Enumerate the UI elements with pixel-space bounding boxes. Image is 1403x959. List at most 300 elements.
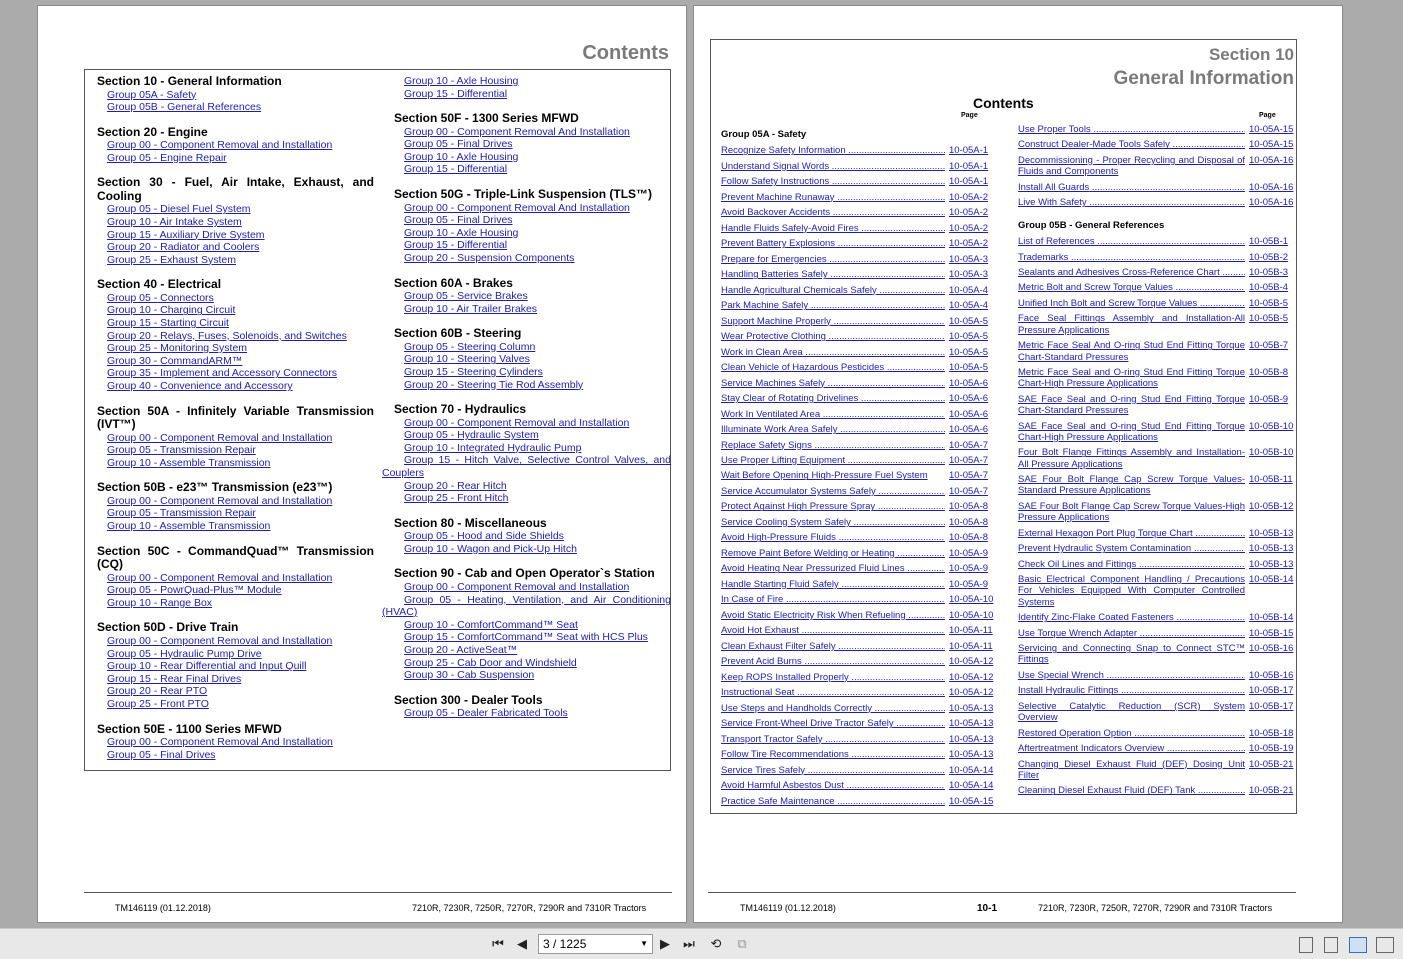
group-link[interactable]: Group 25 - Front PTO bbox=[107, 697, 209, 710]
toc-entry-page[interactable]: 10-05A-5 bbox=[949, 315, 989, 327]
toc-entry-page[interactable]: 10-05B-17 bbox=[1249, 700, 1294, 712]
toc-entry[interactable] bbox=[1018, 500, 1294, 524]
group-link[interactable]: Group 00 - Component Removal and Installation bbox=[107, 571, 333, 584]
toc-entry[interactable] bbox=[1018, 124, 1294, 135]
group-link[interactable]: Group 10 - Air Trailer Brakes bbox=[404, 302, 538, 315]
group-link[interactable]: Group 10 - Axle Housing bbox=[404, 226, 519, 239]
next-page-icon[interactable]: ▶ bbox=[660, 936, 670, 951]
group-link[interactable]: Group 10 - Range Box bbox=[107, 596, 213, 609]
toc-entry-title[interactable]: Selective Catalytic Reduction (SCR) System Overview bbox=[1018, 700, 1245, 724]
toc-entry-page[interactable]: 10-05B-16 bbox=[1249, 669, 1294, 681]
group-link[interactable]: Group 05B - General References bbox=[107, 101, 262, 114]
toc-entry-page[interactable]: 10-05A-1 bbox=[949, 145, 989, 157]
toc-entry[interactable] bbox=[721, 192, 991, 203]
group-link[interactable]: Group 15 - Hitch Valve, Selective Control Valves, and Couplers bbox=[382, 454, 671, 479]
toc-entry[interactable] bbox=[721, 671, 994, 683]
group-link[interactable]: Group 05 - Steering Column bbox=[404, 340, 536, 353]
toc-entry[interactable] bbox=[721, 269, 991, 280]
group-link[interactable]: Group 10 - Wagon and Pick-Up Hitch bbox=[404, 542, 577, 555]
group-link[interactable]: Group 20 - Relays, Fuses, Solenoids, and Switches bbox=[107, 329, 347, 342]
toc-entry[interactable] bbox=[721, 501, 991, 512]
toc-entry[interactable] bbox=[721, 145, 991, 156]
toc-entry-title[interactable]: Install Hydraulic Fittings ..... bbox=[1018, 685, 1245, 696]
toc-entry[interactable] bbox=[1018, 669, 1294, 681]
toc-entry-title[interactable]: Use Steps and Handholds Correctly ..... bbox=[721, 703, 945, 714]
group-link[interactable]: Group 10 - Axle Housing bbox=[404, 150, 519, 163]
toc-entry-page[interactable]: 10-05A-3 bbox=[949, 253, 989, 265]
toc-entry-title[interactable]: SAE Face Seal and O-ring Stud End Fitting Torque Chart-Standard Pressures bbox=[1018, 393, 1245, 417]
continuous-icon[interactable] bbox=[1324, 937, 1338, 953]
toc-entry-page[interactable]: 10-05A-7 bbox=[949, 439, 989, 451]
group-link[interactable]: Group 05 - Service Brakes bbox=[404, 290, 528, 303]
toc-entry-page[interactable]: 10-05B-18 bbox=[1249, 727, 1294, 739]
toc-entry-title[interactable]: Handle Starting Fluid Safely ..... bbox=[721, 579, 945, 590]
toc-entry-title[interactable]: Remove Paint Before Welding or Heating ..... bbox=[721, 548, 945, 559]
toc-entry-title[interactable]: Avoid Hot Exhaust ..... bbox=[721, 625, 945, 636]
toc-entry[interactable] bbox=[1018, 139, 1294, 151]
toc-entry-title[interactable]: Handle Agricultural Chemicals Safely ..... bbox=[721, 285, 945, 296]
toc-entry-page[interactable]: 10-05A-9 bbox=[949, 578, 989, 590]
toc-entry-page[interactable]: 10-05B-4 bbox=[1249, 282, 1289, 294]
group-link[interactable]: Group 20 - Radiator and Coolers bbox=[107, 241, 260, 254]
toc-entry-title[interactable]: Instructional Seat ..... bbox=[721, 687, 945, 698]
last-page-icon[interactable]: ⏭ bbox=[683, 936, 695, 951]
group-link[interactable]: Group 10 - ComfortCommand™ Seat bbox=[404, 618, 578, 631]
group-link[interactable]: Group 00 - Component Removal and Installation bbox=[107, 494, 333, 507]
toc-entry-page[interactable]: 10-05B-3 bbox=[1249, 266, 1289, 278]
toc-entry-title[interactable]: Stay Clear of Rotating Drivelines ..... bbox=[721, 393, 945, 404]
group-link[interactable]: Group 10 - Axle Housing bbox=[404, 75, 519, 87]
toc-entry[interactable] bbox=[721, 455, 991, 466]
toc-entry-title[interactable]: Handling Batteries Safely ..... bbox=[721, 269, 945, 280]
toc-entry-title[interactable]: List of References ..... bbox=[1018, 236, 1245, 247]
toc-entry-page[interactable]: 10-05A-2 bbox=[949, 191, 989, 203]
toc-entry-page[interactable]: 10-05B-1 bbox=[1249, 236, 1289, 248]
toc-entry-page[interactable]: 10-05A-5 bbox=[949, 362, 989, 374]
group-link[interactable]: Group 05 - Dealer Fabricated Tools bbox=[404, 707, 568, 720]
toc-entry[interactable] bbox=[721, 440, 991, 451]
toc-entry[interactable] bbox=[721, 702, 994, 714]
toc-entry[interactable] bbox=[721, 625, 991, 636]
toc-entry-page[interactable]: 10-05B-10 bbox=[1249, 420, 1294, 432]
toc-entry-page[interactable]: 10-05A-12 bbox=[949, 687, 994, 699]
prev-page-icon[interactable]: ◀ bbox=[517, 936, 527, 951]
toc-entry-title[interactable]: Practice Safe Maintenance ..... bbox=[721, 796, 945, 807]
toc-entry-page[interactable]: 10-05A-3 bbox=[949, 269, 989, 281]
group-link[interactable]: Group 10 - Rear Differential and Input Quill bbox=[107, 660, 307, 673]
toc-entry[interactable] bbox=[1018, 558, 1294, 570]
toc-entry[interactable] bbox=[721, 517, 991, 528]
toc-entry-title[interactable]: Work in Clean Area ..... bbox=[721, 347, 945, 358]
toc-entry-title[interactable]: Wear Protective Clothing ..... bbox=[721, 331, 945, 342]
group-link[interactable]: Group 05 - Final Drives bbox=[404, 138, 513, 151]
toc-entry[interactable] bbox=[721, 238, 991, 249]
group-link[interactable]: Group 05 - Heating, Ventilation, and Air Conditioning (HVAC) bbox=[382, 593, 671, 619]
toc-entry-page[interactable]: 10-05A-12 bbox=[949, 656, 994, 668]
toc-entry-title[interactable]: Transport Tractor Safely ..... bbox=[721, 734, 945, 745]
toc-entry-page[interactable]: 10-05B-16 bbox=[1249, 643, 1294, 655]
toc-entry-title[interactable]: Illuminate Work Area Safely ..... bbox=[721, 424, 945, 435]
group-link[interactable]: Group 15 - Differential bbox=[404, 239, 508, 252]
toc-entry[interactable] bbox=[721, 764, 994, 776]
toc-entry-title[interactable]: SAE Four Bolt Flange Cap Screw Torque Values-Standard Pressure Applications bbox=[1018, 474, 1245, 497]
group-link[interactable]: Group 25 - Monitoring System bbox=[107, 342, 248, 355]
toc-entry[interactable] bbox=[1018, 313, 1291, 336]
group-link[interactable]: Group 15 - Rear Final Drives bbox=[107, 672, 242, 685]
toc-entry-title[interactable]: Prevent Acid Burns ..... bbox=[721, 656, 945, 667]
toc-entry-page[interactable]: 10-05A-8 bbox=[949, 516, 989, 528]
toc-entry-title[interactable]: Use Special Wrench ..... bbox=[1018, 670, 1245, 681]
toc-entry-page[interactable]: 10-05A-8 bbox=[949, 501, 989, 513]
group-link[interactable]: Group 05 - Final Drives bbox=[404, 214, 513, 227]
toc-entry-title[interactable]: Metric Face Seal and O-ring Stud End Fitting Torque Chart-High Pressure Applications bbox=[1018, 367, 1245, 390]
toc-entry-page[interactable]: 10-05A-14 bbox=[949, 764, 994, 776]
toc-entry-page[interactable]: 10-05A-4 bbox=[949, 284, 989, 296]
toc-entry-page[interactable]: 10-05A-8 bbox=[949, 532, 989, 544]
toc-entry[interactable] bbox=[1018, 527, 1294, 539]
toc-entry[interactable] bbox=[1018, 758, 1294, 782]
toc-entry-page[interactable]: 10-05B-7 bbox=[1249, 340, 1289, 352]
group-link[interactable]: Group 25 - Exhaust System bbox=[107, 253, 236, 266]
toc-entry-title[interactable]: Park Machine Safely ..... bbox=[721, 300, 945, 311]
toc-entry-title[interactable]: Four Bolt Flange Fittings Assembly and Installation-All Pressure Applications bbox=[1018, 447, 1245, 470]
toc-entry-page[interactable]: 10-05A-15 bbox=[1249, 139, 1294, 151]
group-link[interactable]: Group 20 - Steering Tie Rod Assembly bbox=[404, 378, 584, 391]
toc-entry-title[interactable]: Construct Dealer-Made Tools Safely ..... bbox=[1018, 139, 1245, 150]
group-link[interactable]: Group 00 - Component Removal and Installation bbox=[404, 580, 630, 593]
toc-entry-page[interactable]: 10-05A-16 bbox=[1249, 154, 1294, 166]
toc-entry-page[interactable]: 10-05B-13 bbox=[1249, 558, 1294, 570]
toc-entry-title[interactable]: Protect Against High Pressure Spray ..... bbox=[721, 501, 945, 512]
toc-entry-page[interactable]: 10-05A-7 bbox=[949, 470, 989, 482]
toc-entry[interactable] bbox=[721, 393, 991, 404]
group-link[interactable]: Group 10 - Assemble Transmission bbox=[107, 520, 271, 533]
toc-entry[interactable] bbox=[1018, 267, 1291, 278]
toc-entry-title[interactable]: Support Machine Properly ..... bbox=[721, 316, 945, 327]
toc-entry-title[interactable]: Aftertreatment Indicators Overview ..... bbox=[1018, 743, 1245, 754]
toc-entry[interactable] bbox=[1018, 154, 1294, 178]
group-link[interactable]: Group 15 - Starting Circuit bbox=[107, 317, 229, 330]
toc-entry[interactable] bbox=[721, 563, 991, 574]
toc-entry-page[interactable]: 10-05A-10 bbox=[949, 594, 994, 606]
toc-entry-page[interactable]: 10-05B-13 bbox=[1249, 527, 1294, 539]
toc-entry-title[interactable]: Recognize Safety Information ..... bbox=[721, 145, 945, 156]
toc-entry[interactable] bbox=[721, 331, 991, 342]
toc-entry-title[interactable]: Identify Zinc-Flake Coated Fasteners ..... bbox=[1018, 612, 1245, 623]
toc-entry[interactable] bbox=[721, 424, 991, 435]
toc-entry[interactable] bbox=[1018, 700, 1294, 724]
toc-entry-title[interactable]: Service Front-Wheel Drive Tractor Safely ..... bbox=[721, 718, 945, 729]
group-link[interactable]: Group 10 - Integrated Hydraulic Pump bbox=[404, 441, 582, 454]
group-link[interactable]: Group 20 - Rear Hitch bbox=[404, 479, 507, 492]
toc-entry-title[interactable]: Use Proper Lifting Equipment ..... bbox=[721, 455, 945, 466]
toc-entry-title[interactable]: Metric Face Seal And O-ring Stud End Fitting Torque Chart-Standard Pressures bbox=[1018, 340, 1245, 363]
toc-entry-title[interactable]: Unified Inch Bolt and Screw Torque Values ..... bbox=[1018, 298, 1245, 309]
toc-entry-title[interactable]: Live With Safety ..... bbox=[1018, 197, 1245, 208]
toc-entry-page[interactable]: 10-05B-21 bbox=[1249, 758, 1294, 770]
toc-entry-title[interactable]: Changing Diesel Exhaust Fluid (DEF) Dosing Unit Filter bbox=[1018, 758, 1245, 781]
toc-entry[interactable] bbox=[1018, 252, 1291, 263]
group-link[interactable]: Group 00 - Component Removal and Installation bbox=[107, 431, 333, 444]
toc-entry-page[interactable]: 10-05B-17 bbox=[1249, 685, 1294, 697]
toc-entry-page[interactable]: 10-05B-9 bbox=[1249, 393, 1289, 405]
toc-entry-page[interactable]: 10-05A-1 bbox=[949, 160, 989, 172]
toc-entry-title[interactable]: Avoid Heating Near Pressurized Fluid Lines ..... bbox=[721, 563, 945, 574]
toc-entry-title[interactable]: External Hexagon Port Plug Torque Chart ..... bbox=[1018, 528, 1245, 539]
toc-entry-page[interactable]: 10-05B-8 bbox=[1249, 367, 1289, 378]
group-link[interactable]: Group 10 - Air Intake System bbox=[107, 215, 242, 228]
toc-entry-page[interactable]: 10-05A-9 bbox=[949, 563, 989, 575]
toc-entry-title[interactable]: Follow Safety Instructions ..... bbox=[721, 176, 945, 187]
toc-entry-title[interactable]: Clean Exhaust Filter Safely ..... bbox=[721, 641, 945, 652]
group-link[interactable]: Group 00 - Component Removal and Installation bbox=[404, 416, 630, 429]
group-link[interactable]: Group 00 - Component Removal and Installation bbox=[107, 634, 333, 647]
toc-entry-page[interactable]: 10-05A-16 bbox=[1249, 181, 1294, 193]
zoom-icon[interactable]: ⧉ bbox=[737, 936, 747, 951]
toc-entry[interactable] bbox=[721, 733, 994, 745]
toc-entry-title[interactable]: Prevent Machine Runaway ..... bbox=[721, 192, 945, 203]
toc-entry-page[interactable]: 10-05B-15 bbox=[1249, 627, 1294, 639]
toc-entry-page[interactable]: 10-05A-14 bbox=[949, 780, 994, 792]
toc-entry-page[interactable]: 10-05B-5 bbox=[1249, 313, 1289, 325]
group-link[interactable]: Group 10 - Steering Valves bbox=[404, 353, 530, 366]
group-link[interactable]: Group 00 - Component Removal and Installation bbox=[107, 139, 333, 152]
toc-entry-title[interactable]: Avoid Backover Accidents ..... bbox=[721, 207, 945, 218]
toc-entry[interactable] bbox=[721, 207, 991, 218]
group-link[interactable]: Group 05 - Engine Repair bbox=[107, 151, 227, 164]
toc-entry[interactable] bbox=[721, 362, 991, 373]
toc-entry-title[interactable]: Clean Vehicle of Hazardous Pesticides ..... bbox=[721, 362, 945, 373]
toc-entry[interactable] bbox=[1018, 627, 1294, 639]
toc-entry[interactable] bbox=[721, 780, 994, 792]
toc-entry[interactable] bbox=[721, 470, 991, 481]
group-link[interactable]: Group 15 - ComfortCommand™ Seat with HCS Plus bbox=[404, 631, 648, 644]
first-page-icon[interactable]: ⏮ bbox=[492, 936, 504, 951]
toc-entry-page[interactable]: 10-05A-2 bbox=[949, 222, 989, 234]
toc-entry-title[interactable]: Face Seal Fittings Assembly and Installation-All Pressure Applications bbox=[1018, 313, 1245, 336]
toc-entry[interactable] bbox=[721, 254, 991, 265]
group-link[interactable]: Group 05A - Safety bbox=[107, 88, 197, 101]
toc-entry-title[interactable]: SAE Face Seal and O-ring Stud End Fitting Torque Chart-High Pressure Applications bbox=[1018, 420, 1245, 443]
group-link[interactable]: Group 20 - Rear PTO bbox=[107, 685, 208, 698]
toc-entry-page[interactable]: 10-05A-6 bbox=[949, 377, 989, 389]
toc-entry[interactable] bbox=[721, 609, 994, 621]
toc-entry[interactable] bbox=[1018, 282, 1291, 293]
toc-entry-title[interactable]: Wait Before Opening High-Pressure Fuel System bbox=[721, 470, 928, 482]
toc-entry[interactable] bbox=[721, 347, 991, 358]
toc-entry-title[interactable]: Work In Ventilated Area ..... bbox=[721, 409, 945, 420]
group-link[interactable]: Group 05 - Hood and Side Shields bbox=[404, 530, 564, 543]
group-link[interactable]: Group 20 - Suspension Components bbox=[404, 251, 575, 264]
toc-entry[interactable] bbox=[1018, 420, 1294, 444]
toc-entry-title[interactable]: Follow Tire Recommendations ..... bbox=[721, 749, 945, 760]
group-link[interactable]: Group 15 - Auxiliary Drive System bbox=[107, 228, 265, 241]
group-link[interactable]: Group 05 - Transmission Repair bbox=[107, 507, 256, 520]
toc-entry[interactable] bbox=[1018, 394, 1291, 417]
toc-entry[interactable] bbox=[1018, 474, 1291, 497]
group-link[interactable]: Group 30 - CommandARM™ bbox=[107, 354, 243, 367]
toc-entry-page[interactable]: 10-05A-7 bbox=[949, 454, 989, 466]
toc-entry-title[interactable]: SAE Four Bolt Flange Cap Screw Torque Values-High Pressure Applications bbox=[1018, 500, 1245, 524]
group-link[interactable]: Group 15 - Differential bbox=[404, 163, 508, 176]
group-link[interactable]: Group 40 - Convenience and Accessory bbox=[107, 380, 293, 392]
toc-entry-page[interactable]: 10-05A-11 bbox=[949, 640, 993, 652]
group-link[interactable]: Group 35 - Implement and Accessory Connectors bbox=[107, 367, 337, 380]
toc-entry-title[interactable]: Decommissioning - Proper Recycling and Disposal of Fluids and Components bbox=[1018, 154, 1245, 178]
toc-entry-title[interactable]: Trademarks ..... bbox=[1018, 252, 1245, 263]
group-link[interactable]: Group 00 - Component Removal And Installation bbox=[404, 125, 630, 138]
toc-entry-page[interactable]: 10-05A-5 bbox=[949, 346, 989, 358]
toc-entry[interactable] bbox=[721, 409, 991, 420]
group-link[interactable]: Group 15 - Steering Cylinders bbox=[404, 365, 543, 378]
toc-entry-title[interactable]: Service Cooling System Safely ..... bbox=[721, 517, 945, 528]
toc-entry-title[interactable]: In Case of Fire ..... bbox=[721, 594, 945, 605]
toc-entry-page[interactable]: 10-05A-9 bbox=[949, 547, 989, 559]
toc-entry-page[interactable]: 10-05A-6 bbox=[949, 424, 989, 436]
toc-entry-page[interactable]: 10-05B-11 bbox=[1249, 474, 1293, 486]
toc-entry[interactable] bbox=[1018, 685, 1294, 697]
toc-entry-page[interactable]: 10-05A-15 bbox=[949, 795, 994, 807]
toc-entry-page[interactable]: 10-05B-13 bbox=[1249, 543, 1294, 555]
toc-entry-page[interactable]: 10-05B-14 bbox=[1249, 612, 1294, 624]
toc-entry-page[interactable]: 10-05A-2 bbox=[949, 207, 989, 219]
toc-entry-page[interactable]: 10-05B-2 bbox=[1249, 251, 1289, 263]
toc-entry-page[interactable]: 10-05A-7 bbox=[949, 485, 989, 497]
toc-entry-title[interactable]: Keep ROPS Installed Properly ..... bbox=[721, 672, 945, 683]
toc-entry[interactable] bbox=[721, 300, 991, 311]
toc-entry[interactable] bbox=[1018, 543, 1294, 555]
toc-entry-page[interactable]: 10-05A-13 bbox=[949, 749, 994, 761]
group-link[interactable]: Group 00 - Component Removal And Installation bbox=[107, 736, 333, 748]
toc-entry[interactable] bbox=[1018, 236, 1291, 247]
group-link[interactable]: Group 25 - Front Hitch bbox=[404, 492, 509, 505]
toc-entry-page[interactable]: 10-05A-12 bbox=[949, 671, 994, 683]
toc-entry-page[interactable]: 10-05A-2 bbox=[949, 238, 989, 250]
toc-entry-page[interactable]: 10-05A-11 bbox=[949, 625, 993, 637]
toc-entry-page[interactable]: 10-05A-15 bbox=[1249, 124, 1294, 135]
two-page-icon[interactable] bbox=[1349, 937, 1367, 953]
toc-entry-title[interactable]: Service Tires Safely ..... bbox=[721, 765, 945, 776]
toc-entry-title[interactable]: Use Proper Tools ..... bbox=[1018, 124, 1245, 135]
toc-entry[interactable] bbox=[721, 656, 994, 668]
toc-entry[interactable] bbox=[721, 579, 991, 590]
toc-entry[interactable] bbox=[721, 486, 991, 497]
toc-entry-title[interactable]: Servicing and Connecting Snap to Connect STC™ Fittings bbox=[1018, 643, 1245, 666]
group-link[interactable]: Group 30 - Cab Suspension bbox=[404, 669, 535, 682]
toc-entry[interactable] bbox=[721, 161, 991, 172]
toc-entry-title[interactable]: Check Oil Lines and Fittings ..... bbox=[1018, 559, 1245, 570]
toc-entry[interactable] bbox=[1018, 785, 1294, 797]
toc-entry-page[interactable]: 10-05B-21 bbox=[1249, 785, 1294, 797]
toc-entry[interactable] bbox=[1018, 643, 1294, 666]
toc-entry-title[interactable]: Replace Safety Signs ..... bbox=[721, 440, 945, 451]
toc-entry-title[interactable]: Install All Guards ..... bbox=[1018, 182, 1245, 193]
toc-entry-title[interactable]: Avoid Harmful Asbestos Dust ..... bbox=[721, 780, 945, 791]
toc-entry[interactable] bbox=[1018, 340, 1291, 363]
group-link[interactable]: Group 15 - Differential bbox=[404, 87, 508, 100]
group-link[interactable]: Group 05 - Final Drives bbox=[107, 748, 216, 761]
toc-entry-page[interactable]: 10-05B-10 bbox=[1249, 447, 1294, 459]
toc-entry-page[interactable]: 10-05A-6 bbox=[949, 408, 989, 420]
toc-entry-title[interactable]: Service Accumulator Systems Safely ..... bbox=[721, 486, 945, 497]
toc-entry[interactable] bbox=[1018, 367, 1291, 390]
toc-entry-title[interactable]: Use Torque Wrench Adapter ..... bbox=[1018, 628, 1245, 639]
two-page-continuous-icon[interactable] bbox=[1376, 937, 1394, 953]
group-link[interactable]: Group 25 - Cab Door and Windshield bbox=[404, 656, 577, 669]
toc-entry-title[interactable]: Handle Fluids Safely-Avoid Fires ..... bbox=[721, 223, 945, 234]
toc-entry[interactable] bbox=[721, 641, 991, 652]
toc-entry-title[interactable]: Avoid Static Electricity Risk When Refueling ..... bbox=[721, 610, 945, 621]
group-link[interactable]: Group 05 - Hydraulic Pump Drive bbox=[107, 647, 262, 660]
toc-entry[interactable] bbox=[721, 223, 991, 234]
toc-entry[interactable] bbox=[721, 532, 991, 543]
toc-entry-title[interactable]: Avoid High-Pressure Fluids ..... bbox=[721, 532, 945, 543]
group-link[interactable]: Group 05 - Hydraulic System bbox=[404, 429, 539, 442]
toc-entry-page[interactable]: 10-05B-19 bbox=[1249, 743, 1294, 755]
single-page-icon[interactable] bbox=[1299, 937, 1313, 953]
toc-entry[interactable] bbox=[1018, 197, 1294, 209]
toc-entry[interactable] bbox=[1018, 743, 1294, 755]
toc-entry[interactable] bbox=[721, 176, 991, 187]
toc-entry-title[interactable]: Understand Signal Words ..... bbox=[721, 161, 945, 172]
toc-entry-page[interactable]: 10-05A-13 bbox=[949, 702, 994, 714]
toc-entry[interactable] bbox=[721, 316, 991, 327]
toc-entry-title[interactable]: Metric Bolt and Screw Torque Values ..... bbox=[1018, 282, 1245, 293]
toc-entry-page[interactable]: 10-05A-1 bbox=[949, 176, 989, 188]
toc-entry[interactable] bbox=[721, 285, 991, 296]
toc-entry-title[interactable]: Service Machines Safely ..... bbox=[721, 378, 945, 389]
toc-entry-page[interactable]: 10-05A-10 bbox=[949, 609, 994, 621]
group-link[interactable]: Group 05 - Transmission Repair bbox=[107, 444, 256, 457]
toc-entry[interactable] bbox=[721, 594, 994, 606]
chevron-down-icon[interactable]: ▼ bbox=[640, 939, 648, 948]
toc-entry-title[interactable]: Prevent Hydraulic System Contamination ..... bbox=[1018, 543, 1245, 554]
toc-entry-page[interactable]: 10-05A-13 bbox=[949, 733, 994, 745]
toc-entry[interactable] bbox=[1018, 574, 1294, 608]
toc-entry-page[interactable]: 10-05A-6 bbox=[949, 393, 989, 405]
toc-entry[interactable] bbox=[721, 795, 994, 807]
group-link[interactable]: Group 10 - Charging Circuit bbox=[107, 304, 236, 317]
toc-entry[interactable] bbox=[1018, 181, 1294, 193]
toc-entry-page[interactable]: 10-05B-14 bbox=[1249, 574, 1294, 586]
toc-entry[interactable] bbox=[1018, 727, 1294, 739]
toc-entry-page[interactable]: 10-05A-13 bbox=[949, 718, 994, 730]
toc-entry[interactable] bbox=[721, 687, 994, 699]
toc-entry-title[interactable]: Sealants and Adhesives Cross-Reference Chart ..... bbox=[1018, 267, 1245, 278]
toc-entry-page[interactable]: 10-05A-16 bbox=[1249, 197, 1294, 209]
group-link[interactable]: Group 00 - Component Removal And Installation bbox=[404, 201, 630, 214]
group-link[interactable]: Group 20 - ActiveSeat™ bbox=[404, 643, 518, 656]
toc-entry[interactable] bbox=[1018, 447, 1294, 470]
toc-entry-page[interactable]: 10-05A-5 bbox=[949, 331, 989, 343]
toc-entry[interactable] bbox=[721, 749, 994, 761]
group-link[interactable]: Group 10 - Assemble Transmission bbox=[107, 456, 271, 469]
toc-entry-page[interactable]: 10-05B-5 bbox=[1249, 297, 1289, 309]
toc-entry[interactable] bbox=[721, 378, 991, 389]
toc-entry-title[interactable]: Cleaning Diesel Exhaust Fluid (DEF) Tank ..... bbox=[1018, 785, 1245, 796]
toc-entry-title[interactable]: Prevent Battery Explosions ..... bbox=[721, 238, 945, 249]
toc-entry[interactable] bbox=[721, 548, 991, 559]
toc-entry-title[interactable]: Basic Electrical Component Handling / Precautions For Vehicles Equipped With Computer Controlled Systems bbox=[1018, 574, 1245, 608]
group-link[interactable]: Group 05 - PowrQuad-Plus™ Module bbox=[107, 584, 282, 597]
toc-entry-title[interactable]: Restored Operation Option ..... bbox=[1018, 728, 1245, 739]
page-number-input[interactable] bbox=[538, 934, 653, 954]
toc-entry[interactable] bbox=[721, 718, 994, 730]
group-link[interactable]: Group 05 - Diesel Fuel System bbox=[107, 203, 251, 216]
rotate-icon[interactable]: ⟲ bbox=[710, 936, 722, 951]
toc-entry-title[interactable]: Prepare for Emergencies ..... bbox=[721, 254, 945, 265]
toc-entry[interactable] bbox=[1018, 298, 1291, 309]
